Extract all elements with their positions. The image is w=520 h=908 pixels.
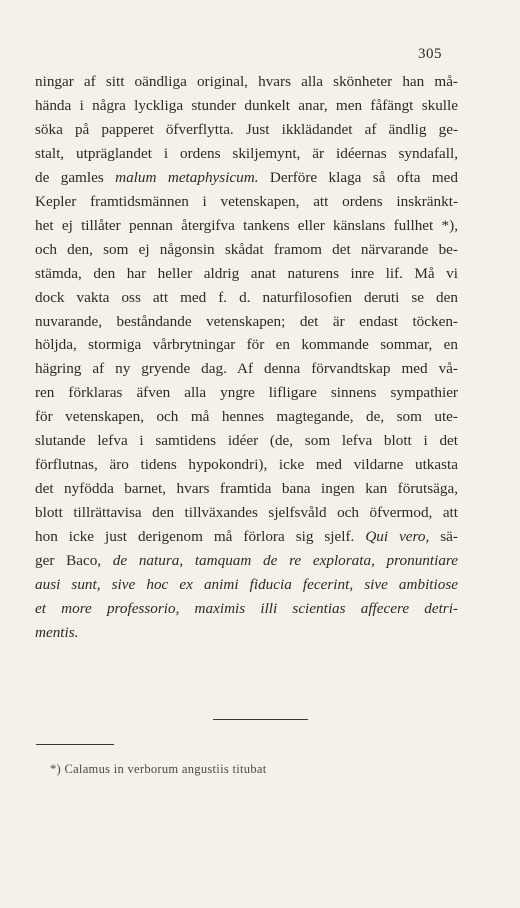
text-line bbox=[35, 597, 458, 621]
text-line bbox=[35, 310, 458, 334]
text-segment: hända i några lyckliga stunder dunkelt anar, men fåfängt skulle bbox=[35, 96, 458, 114]
text-line bbox=[35, 453, 458, 477]
text-segment: Derföre klaga så ofta med bbox=[258, 168, 458, 186]
italic-text: de natura, tamquam de re explorata, pronuntiare bbox=[112, 552, 458, 570]
text-segment: höljda, stormiga vårbrytningar för en kommande sommar, en bbox=[35, 336, 458, 354]
text-line bbox=[35, 573, 458, 597]
text-segment: för vetenskapen, och må hennes magtegande, de, som ute- bbox=[35, 408, 458, 426]
text-segment: ren förklaras äfven alla yngre lifligare sinnens sympathier bbox=[35, 384, 458, 402]
text-segment: söka på papperet öfverflytta. Just ikklädandet af ändlig ge- bbox=[35, 120, 458, 138]
section-rule bbox=[213, 719, 308, 720]
text-segment: ger Baco, bbox=[35, 552, 113, 570]
text-segment: hon icke just derigenom må förlora sig sjelf. bbox=[35, 528, 366, 546]
footnote-rule bbox=[36, 744, 114, 745]
text-line bbox=[35, 70, 458, 94]
text-segment: Kepler framtidsmännen i vetenskapen, att ordens inskränkt- bbox=[35, 192, 458, 210]
text-segment: slutande lefva i samtidens idéer (de, som lefva blott i det bbox=[35, 432, 458, 450]
text-line bbox=[35, 357, 458, 381]
text-segment: blott tillrättavisa den tillväxandes sjelfsvåld och öfvermod, att bbox=[35, 504, 458, 522]
text-line bbox=[35, 286, 458, 310]
footnote: *) Calamus in verborum angustiis titubat bbox=[50, 762, 267, 776]
text-line bbox=[35, 94, 458, 118]
text-line bbox=[35, 214, 458, 238]
italic-text: mentis. bbox=[35, 623, 79, 641]
text-segment: dock vakta oss att med f. d. naturfilosofien deruti se den bbox=[35, 288, 458, 306]
text-line bbox=[35, 477, 458, 501]
text-line bbox=[35, 381, 458, 405]
text-line bbox=[35, 238, 458, 262]
text-line bbox=[35, 142, 458, 166]
text-segment: het ej tillåter pennan återgifva tankens eller känslans fullhet *), bbox=[35, 216, 458, 234]
text-segment: stalt, utpräglandet i ordens skiljemynt, är idéernas syndafall, bbox=[35, 144, 458, 162]
text-line bbox=[35, 118, 458, 142]
text-segment: de gamles bbox=[35, 168, 116, 186]
text-line bbox=[35, 501, 458, 525]
text-line bbox=[35, 621, 458, 645]
text-segment: det nyfödda barnet, hvars framtida bana ingen kan förutsäga, bbox=[35, 480, 458, 498]
text-segment: och den, som ej någonsin skådat framom det närvarande be- bbox=[35, 240, 458, 258]
italic-text: malum metaphysicum. bbox=[115, 168, 259, 186]
text-segment: hägring af ny gryende dag. Af denna förvandtskap med vå- bbox=[35, 360, 458, 378]
text-line bbox=[35, 525, 458, 549]
italic-text: ausi sunt, sive hoc ex animi fiducia fecerint, sive ambitiose bbox=[35, 576, 458, 594]
text-line bbox=[35, 429, 458, 453]
italic-text: Qui vero, bbox=[365, 528, 430, 546]
text-line bbox=[35, 405, 458, 429]
text-line bbox=[35, 262, 458, 286]
page-number: 305 bbox=[418, 46, 442, 62]
body-text bbox=[35, 70, 458, 645]
text-line bbox=[35, 166, 458, 190]
text-segment: sä- bbox=[429, 528, 458, 546]
text-line bbox=[35, 190, 458, 214]
text-segment: nuvarande, beståndande vetenskapen; det är endast töcken- bbox=[35, 312, 458, 330]
text-segment: stämda, den har heller aldrig anat naturens inre lif. Må vi bbox=[35, 264, 458, 282]
italic-text: et more professorio, maximis illi scientias affecere detri- bbox=[35, 599, 458, 617]
text-segment: ningar af sitt oändliga original, hvars alla skönheter han må- bbox=[35, 73, 458, 90]
text-line bbox=[35, 333, 458, 357]
text-segment: förflutnas, äro tidens hypokondri), icke med vildarne utkasta bbox=[35, 456, 458, 474]
text-line bbox=[35, 549, 458, 573]
